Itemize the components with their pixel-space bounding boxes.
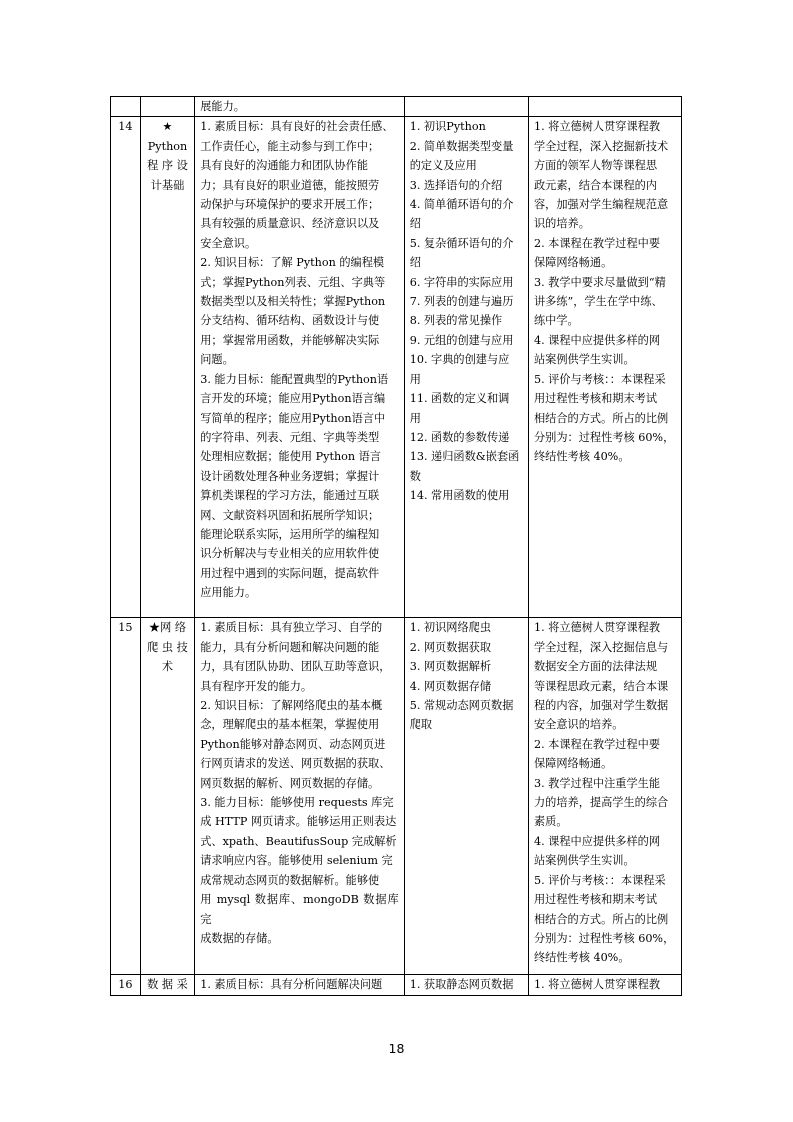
text-line: 处理相应数据；能使用 Python 语言 <box>200 450 382 464</box>
text-line: ★网 络 <box>148 621 187 635</box>
course-goals <box>195 97 405 117</box>
row-number: 15 <box>111 618 141 975</box>
text-line: 10. 字典的创建与应 <box>409 353 510 367</box>
text-line: 5. 评价与考核：：本课程采 <box>533 372 666 386</box>
text-line: 程的内容，加强对学生数据 <box>533 699 669 713</box>
text-line: 具有较强的质量意识、经济意识以及 <box>200 217 380 231</box>
text-line: 9. 元组的创建与应用 <box>409 333 514 347</box>
table-row <box>111 97 682 117</box>
text-line: 相结合的方式。所占的比例 <box>533 411 669 425</box>
text-line: 保障网络畅通。 <box>533 256 613 270</box>
text-line: 能力，具有分析问题和解决问题的能 <box>200 640 380 654</box>
text-line: 术 <box>161 660 174 674</box>
text-line: 分别为：过程性考核 60%， <box>533 430 675 444</box>
text-line: 8. 列表的常见操作 <box>409 314 503 328</box>
text-line: 力的培养，提高学生的综合 <box>533 796 669 810</box>
text-line: ★ <box>162 120 173 134</box>
text-line: 12. 函数的参数传递 <box>409 430 510 444</box>
row-number: 16 <box>111 975 141 996</box>
text-line: 1. 将立德树人贯穿课程教 <box>533 621 661 635</box>
text-line: 2. 本课程在教学过程中要 <box>533 737 661 751</box>
text-line: 识分析解决与专业相关的应用软件使 <box>200 547 380 561</box>
course-content <box>404 975 528 996</box>
text-line: 素质。 <box>533 815 568 829</box>
text-line: 11. 函数的定义和调 <box>409 392 510 406</box>
text-line: 力，具有团队协助、团队互助等意识， <box>200 660 391 674</box>
text-line: 4. 网页数据存储 <box>409 679 492 693</box>
text-line: 具有良好的沟通能力和团队协作能 <box>200 159 369 173</box>
course-goals <box>195 618 405 975</box>
text-line: 容，加强对学生编程规范意 <box>533 198 669 212</box>
text-line: 1. 素质目标：具有独立学习、自学的 <box>200 621 383 635</box>
course-name <box>140 97 194 117</box>
text-line: 用过程性考核和期末考试 <box>533 893 658 907</box>
course-content <box>404 117 528 618</box>
course-content <box>404 97 528 117</box>
text-line: 绍 <box>409 217 421 231</box>
text-line: 学全过程，深入挖掘新技术 <box>533 139 669 153</box>
text-line: 5. 复杂循环语句的介 <box>409 236 514 250</box>
text-line: 用；掌握常用函数，并能够解决实际 <box>200 333 380 347</box>
text-line: 分别为：过程性考核 60%， <box>533 931 675 945</box>
text-line: 终结性考核 40%。 <box>533 450 630 464</box>
text-line: 3. 选择语句的介绍 <box>409 178 503 192</box>
course-table <box>110 96 682 996</box>
text-line: 7. 列表的创建与遍历 <box>409 295 514 309</box>
text-line: 1. 获取静态网页数据 <box>409 978 514 992</box>
text-line: 应用能力。 <box>200 586 257 600</box>
text-line: 算机类课程的学习方法，能通过互联 <box>200 489 380 503</box>
text-line: 1. 初识网络爬虫 <box>409 621 492 635</box>
text-line: 式；掌握Python列表、元组、字典等 <box>200 275 386 289</box>
text-line: 讲多练”，学生在学中练、 <box>533 295 663 309</box>
text-line: 1. 素质目标：具有良好的社会责任感、 <box>200 120 394 134</box>
text-line: 成数据的存储。 <box>200 931 279 945</box>
text-line: 安全意识的培养。 <box>533 718 624 732</box>
table-row <box>111 975 682 996</box>
text-line: 5. 评价与考核：：本课程采 <box>533 873 666 887</box>
teaching-requirements <box>528 97 681 117</box>
text-line: 网、文献资料巩固和拓展所学知识； <box>200 508 380 522</box>
course-goals <box>195 975 405 996</box>
text-line: 数 <box>409 469 421 483</box>
text-line: 设计函数处理各种业务逻辑；掌握计 <box>200 469 380 483</box>
course-name <box>140 117 194 618</box>
text-line: 用 mysql 数据库、mongoDB 数据库完 <box>200 893 399 926</box>
text-line: 分支结构、循环结构、函数设计与使 <box>200 314 380 328</box>
text-line: 2. 知识目标：了解网络爬虫的基本概 <box>200 699 383 713</box>
text-line: 请求响应内容。能够使用 selenium 完 <box>200 854 393 868</box>
text-line: 动保护与环境保护的要求开展工作； <box>200 198 380 212</box>
text-line: 3. 教学过程中注重学生能 <box>533 776 661 790</box>
text-line: 保障网络畅通。 <box>533 757 613 771</box>
text-line: 的字符串、列表、元组、字典等类型 <box>200 430 380 444</box>
text-line: 等课程思政元素，结合本课 <box>533 679 669 693</box>
text-line: 计基础 <box>150 178 185 192</box>
text-line: 相结合的方式。所占的比例 <box>533 912 669 926</box>
text-line: 问题。 <box>200 353 234 367</box>
text-line: 安全意识。 <box>200 236 257 250</box>
text-line: 13. 递归函数&嵌套函 <box>409 450 520 464</box>
text-line: 用过程性考核和期末考试 <box>533 392 658 406</box>
text-line: 数据安全方面的法律法规 <box>533 660 658 674</box>
text-line: 用过程中遇到的实际问题，提高软件 <box>200 566 380 580</box>
row-number: 14 <box>111 117 141 618</box>
text-line: 5. 常规动态网页数据 <box>409 699 514 713</box>
text-line: 6. 字符串的实际应用 <box>409 275 514 289</box>
course-goals <box>195 117 405 618</box>
text-line: 2. 知识目标：了解 Python 的编程模 <box>200 256 385 270</box>
text-line: 方面的领军人物等课程思 <box>533 159 658 173</box>
row-number <box>111 97 141 117</box>
text-line: 的定义及应用 <box>409 159 477 173</box>
text-line: 3. 教学中要求尽量做到“精 <box>533 275 666 289</box>
table-row <box>111 618 682 975</box>
text-line: 式、xpath、BeautifusSoup 完成解析 <box>200 834 397 848</box>
text-line: 具有程序开发的能力。 <box>200 679 313 693</box>
text-line: 数据类型以及相关特性；掌握Python <box>200 295 386 309</box>
teaching-requirements <box>528 618 681 975</box>
text-line: 程 序 设 <box>147 159 188 173</box>
text-line: 识的培养。 <box>533 217 590 231</box>
table-row <box>111 117 682 618</box>
text-line: 言开发的环境；能应用Python语言编 <box>200 392 386 406</box>
text-line: 2. 本课程在教学过程中要 <box>533 236 661 250</box>
text-line: 展能力。 <box>200 100 245 113</box>
text-line: 绍 <box>409 256 421 270</box>
text-line: 爬 虫 技 <box>147 640 188 654</box>
text-line: 练中学。 <box>533 314 579 328</box>
text-line: 用 <box>409 411 421 425</box>
text-line: 14. 常用函数的使用 <box>409 489 510 503</box>
text-line: 能理论联系实际，运用所学的编程知 <box>200 527 380 541</box>
text-line: 1. 将立德树人贯穿课程教 <box>533 978 661 992</box>
text-line: 成 HTTP 网页请求。能够运用正则表达 <box>200 815 397 829</box>
page-number: 18 <box>388 1041 405 1056</box>
teaching-requirements <box>528 975 681 996</box>
text-line: 4. 简单循环语句的介 <box>409 198 514 212</box>
text-line: 3. 能力目标：能够使用 requests 库完 <box>200 796 394 810</box>
text-line: 力；具有良好的职业道德，能按照劳 <box>200 178 380 192</box>
text-line: 1. 将立德树人贯穿课程教 <box>533 120 661 134</box>
course-content <box>404 618 528 975</box>
course-name <box>140 618 194 975</box>
text-line: Python能够对静态网页、动态网页进 <box>200 737 386 751</box>
text-line: 1. 素质目标：具有分析问题解决问题 <box>200 978 383 992</box>
text-line: 1. 初识Python <box>409 120 486 134</box>
text-line: 行网页请求的发送、网页数据的获取、 <box>200 757 391 771</box>
teaching-requirements <box>528 117 681 618</box>
text-line: 成常规动态网页的数据解析。能够使 <box>200 873 380 887</box>
text-line: 3. 网页数据解析 <box>409 660 492 674</box>
text-line: 用 <box>409 372 421 386</box>
text-line: 2. 简单数据类型变量 <box>409 139 514 153</box>
text-line: 4. 课程中应提供多样的网 <box>533 834 661 848</box>
text-line: Python <box>147 139 188 153</box>
text-line: 学全过程，深入挖掘信息与 <box>533 640 669 654</box>
text-line: 写简单的程序；能应用Python语言中 <box>200 411 386 425</box>
text-line: 终结性考核 40%。 <box>533 951 630 965</box>
text-line: 数 据 采 <box>147 978 188 992</box>
text-line: 站案例供学生实训。 <box>533 854 635 868</box>
text-line: 网页数据的解析、网页数据的存储。 <box>200 776 380 790</box>
text-line: 站案例供学生实训。 <box>533 353 635 367</box>
text-line: 2. 网页数据获取 <box>409 640 492 654</box>
text-line: 政元素，结合本课程的内 <box>533 178 658 192</box>
text-line: 念，理解爬虫的基本框架，掌握使用 <box>200 718 380 732</box>
course-name <box>140 975 194 996</box>
text-line: 爬取 <box>409 718 433 732</box>
text-line: 3. 能力目标：能配置典型的Python语 <box>200 372 389 386</box>
text-line: 4. 课程中应提供多样的网 <box>533 333 661 347</box>
text-line: 工作责任心，能主动参与到工作中； <box>200 139 380 153</box>
